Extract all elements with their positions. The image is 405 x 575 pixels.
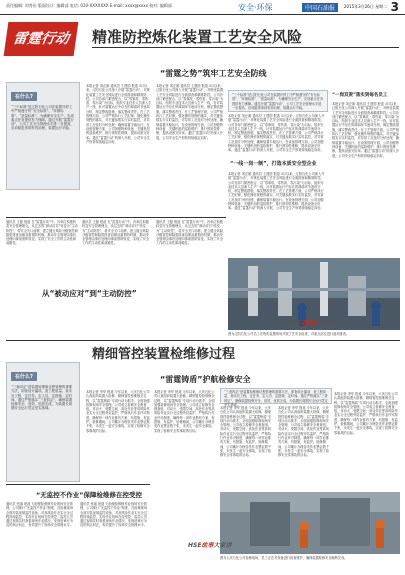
article2-body-col1: 通讯员 王磊 报道 在“雷霆行动”中，各单位积极转变安全管理理念，从过去的“被动应对”转变为“主动防控”，将安全关口前移，建立健全风险分级管控和隐患排查治理双重预防机制，推动安全管理由事后处理向事前预防转变，实现了安全工作的主动性和前瞻性。 bbox=[6, 220, 78, 246]
hse-tag-prefix: HSE bbox=[188, 542, 202, 549]
intro-box-text: “三查四定”是装置检维修过程管理的重要方法，即查设计漏项、查工程质量、查未完工程，定任务、定人员、定措施、定时间。通过严格落实“三查四定”，确保装置检修安全、高效、优质完成，为装置长周期安全运行奠定坚实基础。 bbox=[224, 390, 328, 407]
article4-body-col2: 通讯员 张丽 报道 为加强检维修作业现场安全管理，公司推行“无监控不作业”制度，在检修现场全面安装视频监控设备，对高风险作业实行全过程视频监控，实现作业现场在控受控。监控人员通过视频实时查看现场作业情况，发现违章行为及时制止纠正，有效提升了现场安全管理水平。 bbox=[80, 502, 148, 528]
sidebar-box-heading: 在什么? bbox=[11, 92, 37, 101]
issue-date: 2015年3月26日 星期二 bbox=[344, 4, 388, 9]
maintenance-photo bbox=[220, 492, 400, 554]
masthead bbox=[0, 0, 405, 15]
hse-tag-suffix: 大家讲 bbox=[315, 319, 337, 327]
article1-body-col1: 本报记者 刘正雄 通讯员 王建国 报道 3月以来，辽阳石化公司深入开展“雷霆行动”，对炼化装置工艺安全风险进行全面排查和精准防控。公司各部门紧密配合，以“零事故、零伤害、零污染”为目标，组织专业技术人员深入生产一线，针对装置运行中存在的薄弱环节逐项分析，制定整改措施，落实整改责任。在工艺管理方面，公司严格执行工艺纪律，强化操作规程的落实，对关键参数实行实时监控，对异常工况及时分析处理，确保装置平稳运行。在设备管理方面，公司加强特种设备、关键机组的巡检维护，推行预知性维修，提高设备完好率。通过“雷霆行动”的深入开展，公司安全生产形势持续稳定向好。 bbox=[86, 84, 152, 144]
article4-body-col1: 通讯员 张丽 报道 为加强检维修作业现场安全管理，公司推行“无监控不作业”制度，在检修现场全面安装视频监控设备，对高风险作业实行全过程视频监控，实现作业现场在控受控。监控人员通过视频实时查看现场作业情况，发现违章行为及时制止纠正，有效提升了现场安全管理水平。 bbox=[6, 502, 74, 528]
article4-title: “无监控不作业”保障检维修在控受控 bbox=[36, 491, 143, 499]
article3-body-col5: 本报记者 李华 报道 今年以来，大庆石化公司认真组织装置大检修，精细管控检维修全过程，以“雷霆铸盾”专项行动为抓手，全面加强检修现场安全管理。公司成立检修安全督查组，对动火、受限空间、高处作业等高风险作业实行全过程旁站监护，严格执行作业许可制度，确保每一项作业都有方案、有措施、有监护。检修期间，公司累计办理各类作业票证数千张，未发生一起安全事故，实现了检修安全零事故的目标。 bbox=[334, 392, 398, 435]
hse-tag-prefix: HSE bbox=[286, 319, 302, 327]
divider bbox=[6, 217, 226, 218]
sidebar-box-text: “三个标准”是辽阳石化公司在装置开停工中严格遵守的“安全标准”、“环保标准”、“质量标准”，为确保安全生产、完成重点任务提供有力保障。通过开展“雷霆行动”，公司工艺安全管理水平进一步提高，各项隐患得到有效治理，装置运行平稳。 bbox=[11, 105, 74, 131]
article1-title: 精准防控炼化装置工艺安全风险 bbox=[92, 28, 303, 46]
article3-photo-caption: 图为大庆石化公司检修现场，员工正在对设备进行检查维护，确保装置检修安全顺利完成。 bbox=[220, 556, 348, 560]
article3-title: 精细管控装置检维修过程 bbox=[92, 347, 236, 362]
article3-body-col2: 本报记者 李华 报道 今年以来，大庆石化公司认真组织装置大检修，精细管控检维修全过程，以“雷霆铸盾”专项行动为抓手，全面加强检修现场安全管理。公司成立检修安全督查组，对动火、受限空间、高处作业等高风险作业实行全过程旁站监护，严格执行作业许可制度，确保每一项作业都有方案、有措施、有监护。检修期间，公司累计办理各类作业票证数千张，未发生一起安全事故，实现了检修安全零事故的目标。 bbox=[154, 390, 215, 433]
hse-tag-suffix: 大家讲 bbox=[213, 542, 232, 549]
article1-body-col2: 本报记者 刘正雄 通讯员 王建国 报道 3月以来，辽阳石化公司深入开展“雷霆行动”，对炼化装置工艺安全风险进行全面排查和精准防控。公司各部门紧密配合，以“零事故、零伤害、零污染”为目标，组织专业技术人员深入生产一线，针对装置运行中存在的薄弱环节逐项分析，制定整改措施，落实整改责任。在工艺管理方面，公司严格执行工艺纪律，强化操作规程的落实，对关键参数实行实时监控，对异常工况及时分析处理，确保装置平稳运行。在设备管理方面，公司加强特种设备、关键机组的巡检维护，推行预知性维修，提高设备完好率。通过“雷霆行动”的深入开展，公司安全生产形势持续稳定向好。 bbox=[156, 84, 224, 140]
divider bbox=[6, 484, 150, 485]
article1-sidebar-box bbox=[6, 82, 80, 190]
article2-body-col2: 通讯员 王磊 报道 在“雷霆行动”中，各单位积极转变安全管理理念，从过去的“被动应对”转变为“主动防控”，将安全关口前移，建立健全风险分级管控和隐患排查治理双重预防机制，推动安全管理由事后处理向事前预防转变，实现了安全工作的主动性和前瞻性。 bbox=[82, 220, 150, 246]
article1-subtitle: “雷霆之势”筑牢工艺安全防线 bbox=[160, 69, 267, 78]
hse-tag-red: 故事 bbox=[301, 319, 316, 327]
maintenance-illustration bbox=[220, 492, 400, 554]
intro-box-text: “三个标准”是辽阳石化公司在装置开停工中严格遵守的“安全标准”、“环保标准”、“质量标准”，为确保安全生产、完成重点任务提供有力保障。通过开展“雷霆行动”，公司工艺安全管理水平进一步提高，各项隐患得到有效治理，装置运行平稳。 bbox=[232, 93, 324, 110]
hse-story-tag bbox=[188, 540, 231, 549]
section-title: 安全·环保 bbox=[238, 3, 273, 12]
divider bbox=[6, 340, 400, 341]
leiting-logo: 雷霆行动 bbox=[4, 22, 79, 56]
article3-body-col4: 本报记者 李华 报道 今年以来，大庆石化公司认真组织装置大检修，精细管控检维修全过程，以“雷霆铸盾”专项行动为抓手，全面加强检修现场安全管理。公司成立检修安全督查组，对动火、受限空间、高处作业等高风险作业实行全过程旁站监护，严格执行作业许可制度，确保每一项作业都有方案、有措施、有监护。检修期间，公司累计办理各类作业票证数千张，未发生一起安全事故，实现了检修安全零事故的目标。 bbox=[278, 406, 330, 458]
paper-name: 中国石油报 bbox=[302, 3, 338, 12]
hse-story-tag bbox=[286, 318, 337, 328]
article3-body-col1: 本报记者 李华 报道 今年以来，大庆石化公司认真组织装置大检修，精细管控检维修全过程，以“雷霆铸盾”专项行动为抓手，全面加强检修现场安全管理。公司成立检修安全督查组，对动火、受限空间、高处作业等高风险作业实行全过程旁站监护，严格执行作业许可制度，确保每一项作业都有方案、有措施、有监护。检修期间，公司累计办理各类作业票证数千张，未发生一起安全事故，实现了检修安全零事故的目标。 bbox=[86, 390, 150, 433]
article1-quote: “一线一岗一制”，打造本质安全型企业 bbox=[230, 161, 317, 167]
article3-sidebar-box bbox=[6, 362, 80, 482]
article1-photo-caption: 图为辽阳石化公司员工在炼化装置现场开展工艺安全检查，对重点部位进行逐项排查。 bbox=[228, 332, 350, 336]
article3-subtitle: “雷霆铸盾”护航检修安全 bbox=[160, 375, 251, 384]
article1-intro-box bbox=[228, 90, 328, 112]
article3-body-col3: 本报记者 李华 报道 今年以来，大庆石化公司认真组织装置大检修，精细管控检维修全过程，以“雷霆铸盾”专项行动为抓手，全面加强检修现场安全管理。公司成立检修安全督查组，对动火、受限空间、高处作业等高风险作业实行全过程旁站监护，严格执行作业许可制度，确保每一项作业都有方案、有措施、有监护。检修期间，公司累计办理各类作业票证数千张，未发生一起安全事故，实现了检修安全零事故的目标。 bbox=[220, 406, 272, 458]
article2-title: 从“被动应对”到“主动防控” bbox=[42, 289, 137, 298]
article1-body-col5: 本报记者 刘正雄 通讯员 王建国 报道 3月以来，辽阳石化公司深入开展“雷霆行动”，对炼化装置工艺安全风险进行全面排查和精准防控。公司各部门紧密配合，以“零事故、零伤害、零污染”为目标，组织专业技术人员深入生产一线，针对装置运行中存在的薄弱环节逐项分析，制定整改措施，落实整改责任。在工艺管理方面，公司严格执行工艺纪律，强化操作规程的落实，对关键参数实行实时监控，对异常工况及时分析处理，确保装置平稳运行。在设备管理方面，公司加强特种设备、关键机组的巡检维护，推行预知性维修，提高设备完好率。通过“雷霆行动”的深入开展，公司安全生产形势持续稳定向好。 bbox=[332, 102, 400, 158]
article1-body-col3: 本报记者 刘正雄 通讯员 王建国 报道 3月以来，辽阳石化公司深入开展“雷霆行动”，对炼化装置工艺安全风险进行全面排查和精准防控。公司各部门紧密配合，以“零事故、零伤害、零污染”为目标，组织专业技术人员深入生产一线，针对装置运行中存在的薄弱环节逐项分析，制定整改措施，落实整改责任。在工艺管理方面，公司严格执行工艺纪律，强化操作规程的落实，对关键参数实行实时监控，对异常工况及时分析处理，确保装置平稳运行。在设备管理方面，公司加强特种设备、关键机组的巡检维护，推行预知性维修，提高设备完好率。通过“雷霆行动”的深入开展，公司安全生产形势持续稳定向好。 bbox=[228, 114, 325, 153]
article1-body-col4: 本报记者 刘正雄 通讯员 王建国 报道 3月以来，辽阳石化公司深入开展“雷霆行动”，对炼化装置工艺安全风险进行全面排查和精准防控。公司各部门紧密配合，以“零事故、零伤害、零污染”为目标，组织专业技术人员深入生产一线，针对装置运行中存在的薄弱环节逐项分析，制定整改措施，落实整改责任。在工艺管理方面，公司严格执行工艺纪律，强化操作规程的落实，对关键参数实行实时监控，对异常工况及时分析处理，确保装置平稳运行。在设备管理方面，公司加强特种设备、关键机组的巡检维护，推行预知性维修，提高设备完好率。通过“雷霆行动”的深入开展，公司安全生产形势持续稳定向好。 bbox=[228, 172, 325, 211]
article2-body-col3: 通讯员 王磊 报道 在“雷霆行动”中，各单位积极转变安全管理理念，从过去的“被动应对”转变为“主动防控”，将安全关口前移，建立健全风险分级管控和隐患排查治理双重预防机制，推动安全管理由事后处理向事前预防转变，实现了安全工作的主动性和前瞻性。 bbox=[156, 220, 224, 246]
sidebar-box-text: “三查四定”是装置检维修过程管理的重要方法，即查设计漏项、查工程质量、查未完工程，定任务、定人员、定措施、定时间。通过严格落实“三查四定”，确保装置检修安全、高效、优质完成，为装置长周期安全运行奠定坚实基础。 bbox=[11, 385, 73, 411]
masthead-info: 责任编辑: 刘秀田 版面设计: 编辑部 电话: 010-XXXXXXX E-mail: xxxx@xxxx 校对: 编辑部 bbox=[6, 3, 172, 8]
page-number: 3 bbox=[390, 0, 399, 14]
hse-tag-red: 故事 bbox=[201, 542, 214, 549]
divider bbox=[92, 47, 399, 48]
article1-sidebar-head: “一岗双责”落实到每名员工 bbox=[332, 93, 388, 98]
article3-intro-box bbox=[220, 388, 332, 407]
sidebar-box-heading: 在什么? bbox=[11, 372, 37, 381]
